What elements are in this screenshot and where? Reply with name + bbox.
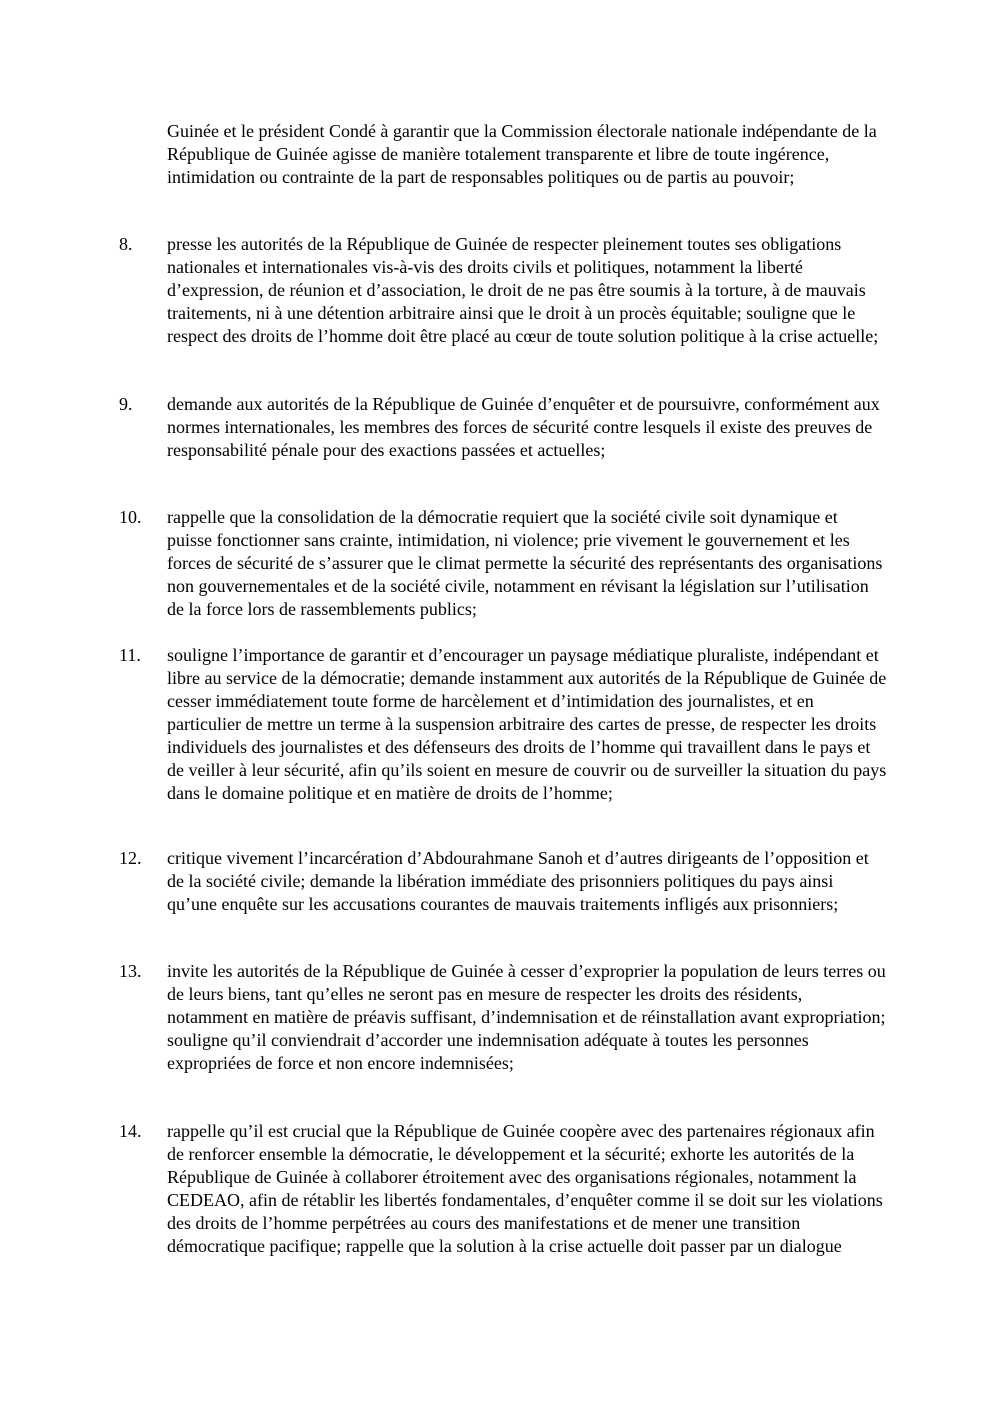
item-text-11: souligne l’importance de garantir et d’encourager un paysage médiatique pluraliste, indépendant et libre au service de la démocratie; demande instamment aux autorités de la République de Guinée de cesser immédiatement toute forme de harcèlement et d’intimidation des journalistes, et en particulier de mettre un terme à la suspension arbitraire des cartes de presse, de respecter les droits individuels des journalistes et des défenseurs des droits de l’homme qui travaillent dans le pays et de veiller à leur sécurité, afin qu’ils soient en mesure de couvrir ou de surveiller la situation du pays dans le domaine politique et en matière de droits de l’homme; [167, 645, 887, 803]
item-number-8: 8. [119, 234, 133, 254]
item-number-10: 10. [119, 507, 142, 527]
item-text-14: rappelle qu’il est crucial que la République de Guinée coopère avec des partenaires régionaux afin de renforcer ensemble la démocratie, le développement et la sécurité; exhorte les autorités de la République de Guinée à collaborer étroitement avec des organisations régionales, notamment la CEDEAO, afin de rétablir les libertés fondamentales, d’enquêter comme il se doit sur les violations des droits de l’homme perpétrées au cours des manifestations et de mener une transition démocratique pacifique; rappelle que la solution à la crise actuelle doit passer par un dialogue [167, 1121, 883, 1256]
item-text-9: demande aux autorités de la République de Guinée d’enquêter et de poursuivre, conformément aux normes internationales, les membres des forces de sécurité contre lesquels il existe des preuves de responsabilité pénale pour des exactions passées et actuelles; [167, 394, 880, 460]
item-number-13: 13. [119, 961, 142, 981]
item-number-11: 11. [119, 645, 141, 665]
item-text-13: invite les autorités de la République de Guinée à cesser d’exproprier la population de leurs terres ou de leurs biens, tant qu’elles ne seront pas en mesure de respecter les droits des résidents, notamment en matière de préavis suffisant, d’indemnisation et de réinstallation avant expropriation; souligne qu’il conviendrait d’accorder une indemnisation adéquate à toutes les personnes expropriées de force et non encore indemnisées; [167, 961, 886, 1073]
item-number-12: 12. [119, 848, 142, 868]
item-text-8: presse les autorités de la République de Guinée de respecter pleinement toutes ses obligations nationales et internationales vis-à-vis des droits civils et politiques, notamment la liberté d’expression, de réunion et d’association, le droit de ne pas être soumis à la torture, à de mauvais traitements, ni à une détention arbitraire ainsi que le droit à un procès équitable; souligne que le respect des droits de l’homme doit être placé au cœur de toute solution politique à la crise actuelle; [167, 234, 879, 346]
item-number-14: 14. [119, 1121, 142, 1141]
item-text-12: critique vivement l’incarcération d’Abdourahmane Sanoh et d’autres dirigeants de l’opposition et de la société civile; demande la libération immédiate des prisonniers politiques du pays ainsi qu’une enquête sur les accusations courantes de mauvais traitements infligés aux prisonniers; [167, 848, 869, 914]
item-number-9: 9. [119, 394, 133, 414]
continuation-paragraph: Guinée et le président Condé à garantir que la Commission électorale nationale indépendante de la République de Guinée agisse de manière totalement transparente et libre de toute ingérence, intimidation ou contrainte de la part de responsables politiques ou de partis au pouvoir; [167, 121, 877, 187]
item-text-10: rappelle que la consolidation de la démocratie requiert que la société civile soit dynamique et puisse fonctionner sans crainte, intimidation, ni violence; prie vivement le gouvernement et les forces de sécurité de s’assurer que le climat permette la sécurité des représentants des organisations non gouvernementales et de la société civile, notamment en révisant la législation sur l’utilisation de la force lors de rassemblements publics; [167, 507, 883, 619]
